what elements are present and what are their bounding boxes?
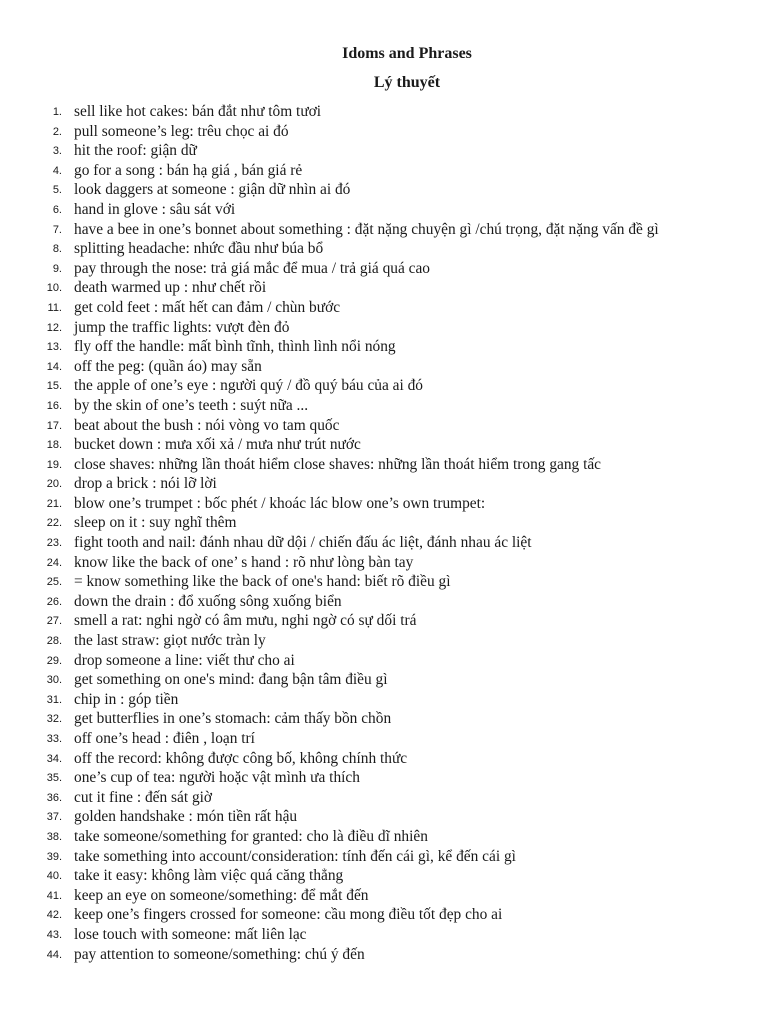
list-item xyxy=(0,161,768,181)
list-item-number: 5. xyxy=(52,184,62,197)
list-item-text: golden handshake : món tiền rất hậu xyxy=(74,808,298,826)
list-item-text: off the peg: (quần áo) may sẵn xyxy=(74,357,262,375)
list-item xyxy=(0,259,768,279)
list-item-number: 21. xyxy=(46,497,62,510)
list-item xyxy=(0,905,768,925)
list-item xyxy=(0,298,768,318)
list-item xyxy=(0,141,768,161)
list-item-number: 17. xyxy=(46,419,62,432)
list-item-number: 39. xyxy=(46,850,62,863)
list-item-text: bucket down : mưa xối xả / mưa như trút nước xyxy=(74,436,361,454)
list-item xyxy=(0,533,768,553)
list-item xyxy=(0,318,768,338)
list-item xyxy=(0,553,768,573)
list-item-text: get something on one's mind: đang bận tâm điều gì xyxy=(74,671,388,689)
list-item xyxy=(0,239,768,259)
list-item-number: 27. xyxy=(46,615,62,628)
list-item-number: 37. xyxy=(46,811,62,824)
list-item xyxy=(0,396,768,416)
list-item-number: 33. xyxy=(46,733,62,745)
list-item xyxy=(0,376,768,396)
list-item-text: look daggers at someone : giận dữ nhìn ai đó xyxy=(74,181,351,199)
list-item xyxy=(0,866,768,886)
list-item xyxy=(0,278,768,298)
list-item-number: 7. xyxy=(52,223,62,236)
list-item-number: 13. xyxy=(46,341,62,354)
list-item-text: keep one’s fingers crossed for someone: cầu mong điều tốt đẹp cho ai xyxy=(74,906,503,924)
list-item-text: blow one’s trumpet : bốc phét / khoác lác blow one’s own trumpet: xyxy=(74,494,486,512)
list-item-text: death warmed up : như chết rồi xyxy=(74,279,267,297)
list-item-number: 31. xyxy=(46,693,62,706)
list-item-text: close shaves: những lần thoát hiểm close shaves: những lần thoát hiểm trong gang tấc xyxy=(74,455,602,473)
list-item xyxy=(0,357,768,377)
idiom-list xyxy=(0,102,768,964)
list-item-text: = know something like the back of one's hand: biết rõ điều gì xyxy=(74,573,451,591)
list-item xyxy=(0,631,768,651)
list-item xyxy=(0,200,768,220)
list-item-number: 8. xyxy=(52,243,62,256)
list-item-text: pay attention to someone/something: chú ý đến xyxy=(74,945,365,963)
list-item-text: cut it fine : đến sát giờ xyxy=(74,788,213,806)
list-item xyxy=(0,925,768,945)
list-item-number: 16. xyxy=(46,399,62,412)
list-item-number: 25. xyxy=(46,576,62,589)
list-item-text: jump the traffic lights: vượt đèn đỏ xyxy=(74,318,290,336)
list-item-text: get butterflies in one’s stomach: cảm thấy bồn chồn xyxy=(74,710,392,728)
list-item-text: take it easy: không làm việc quá căng thẳng xyxy=(74,867,344,885)
list-item-number: 41. xyxy=(46,889,62,902)
list-item xyxy=(0,513,768,533)
list-item-text: sleep on it : suy nghĩ thêm xyxy=(74,514,237,532)
list-item xyxy=(0,709,768,729)
list-item xyxy=(0,435,768,455)
list-item-number: 35. xyxy=(46,772,62,785)
list-item-text: sell like hot cakes: bán đắt như tôm tươi xyxy=(74,103,322,120)
list-item xyxy=(0,474,768,494)
list-item-text: smell a rat: nghi ngờ có âm mưu, nghi ngờ có sự dối trá xyxy=(74,612,417,630)
list-item-text: splitting headache: nhức đầu như búa bổ xyxy=(74,240,324,258)
list-item-text: fight tooth and nail: đánh nhau dữ dội / chiến đấu ác liệt, đánh nhau ác liệt xyxy=(74,534,532,552)
list-item-text: hit the roof: giận dữ xyxy=(74,142,197,160)
document-subtitle: Lý thuyết xyxy=(373,74,441,91)
list-item-text: pay through the nose: trả giá mắc để mua / trả giá quá cao xyxy=(74,259,430,277)
list-item-number: 40. xyxy=(46,870,62,883)
list-item-text: by the skin of one’s teeth : suýt nữa ... xyxy=(74,396,309,414)
list-item-number: 1. xyxy=(52,106,62,118)
list-item xyxy=(0,945,768,965)
list-item xyxy=(0,337,768,357)
list-item-text: lose touch with someone: mất liên lạc xyxy=(74,925,307,943)
list-item-number: 42. xyxy=(46,909,62,922)
list-item-number: 30. xyxy=(46,674,62,687)
list-item-number: 34. xyxy=(46,752,62,765)
list-item-text: down the drain : đổ xuống sông xuống biển xyxy=(74,592,342,610)
list-item xyxy=(0,690,768,710)
list-item xyxy=(0,807,768,827)
list-item-number: 12. xyxy=(46,321,62,334)
list-item xyxy=(0,455,768,475)
list-item xyxy=(0,827,768,847)
document-title: Idoms and Phrases xyxy=(342,45,472,62)
list-item-text: drop someone a line: viết thư cho ai xyxy=(74,651,295,669)
list-item-text: the last straw: giọt nước tràn ly xyxy=(74,632,266,650)
list-item-number: 23. xyxy=(46,537,62,550)
list-item-text: take something into account/consideration: tính đến cái gì, kể đến cái gì xyxy=(74,847,516,865)
list-item xyxy=(0,729,768,749)
list-item-text: know like the back of one’ s hand : rõ như lòng bàn tay xyxy=(74,553,414,571)
list-item-number: 44. xyxy=(46,948,62,961)
list-item-number: 3. xyxy=(52,145,62,158)
list-item-number: 2. xyxy=(52,125,62,138)
list-item-text: one’s cup of tea: người hoặc vật mình ưa thích xyxy=(74,769,360,787)
list-item xyxy=(0,847,768,867)
list-item-text: fly off the handle: mất bình tĩnh, thình lình nổi nóng xyxy=(74,338,396,356)
list-item-number: 29. xyxy=(46,654,62,667)
list-item xyxy=(0,749,768,769)
list-item-text: get cold feet : mất hết can đảm / chùn bước xyxy=(74,298,341,316)
list-item xyxy=(0,494,768,514)
list-item-number: 38. xyxy=(46,830,62,843)
list-item-text: pull someone’s leg: trêu chọc ai đó xyxy=(74,122,289,140)
list-item-number: 24. xyxy=(46,556,62,569)
list-item-number: 6. xyxy=(52,203,62,216)
list-item-text: off one’s head : điên , loạn trí xyxy=(74,730,255,747)
list-item-number: 4. xyxy=(52,164,62,177)
list-item-text: have a bee in one’s bonnet about something : đặt nặng chuyện gì /chú trọng, đặt nặng vấn đề gì xyxy=(74,220,659,238)
list-item-text: beat about the bush : nói vòng vo tam quốc xyxy=(74,416,340,434)
list-item-text: go for a song : bán hạ giá , bán giá rẻ xyxy=(74,161,303,179)
list-item-number: 43. xyxy=(46,928,62,941)
list-item-number: 32. xyxy=(46,713,62,726)
list-item-number: 28. xyxy=(46,635,62,648)
list-item xyxy=(0,670,768,690)
list-item xyxy=(0,651,768,671)
list-item xyxy=(0,611,768,631)
list-item-text: chip in : góp tiền xyxy=(74,690,179,708)
list-item-number: 20. xyxy=(46,478,62,491)
list-item-number: 15. xyxy=(46,380,62,393)
list-item-text: hand in glove : sâu sát với xyxy=(74,200,236,218)
list-item xyxy=(0,180,768,200)
list-item xyxy=(0,768,768,788)
list-item xyxy=(0,220,768,240)
list-item xyxy=(0,788,768,808)
list-item xyxy=(0,122,768,142)
list-item-number: 10. xyxy=(46,282,62,295)
list-item-number: 14. xyxy=(46,360,62,373)
list-item-text: drop a brick : nói lỡ lời xyxy=(74,475,217,493)
list-item xyxy=(0,416,768,436)
list-item-number: 36. xyxy=(46,791,62,804)
list-item-number: 22. xyxy=(46,517,62,530)
list-item xyxy=(0,572,768,592)
list-item-number: 26. xyxy=(46,595,62,608)
list-item-number: 19. xyxy=(46,458,62,471)
list-item-text: the apple of one’s eye : người quý / đồ quý báu của ai đó xyxy=(74,377,424,395)
list-item-text: take someone/something for granted: cho là điều dĩ nhiên xyxy=(74,827,428,845)
list-item xyxy=(0,102,768,122)
list-item-number: 18. xyxy=(46,439,62,452)
list-item xyxy=(0,886,768,906)
list-item-number: 11. xyxy=(47,301,62,314)
list-item-text: off the record: không được công bố, không chính thức xyxy=(74,749,408,767)
list-item-text: keep an eye on someone/something: để mắt đến xyxy=(74,886,369,904)
list-item xyxy=(0,592,768,612)
list-item-number: 9. xyxy=(52,262,62,275)
